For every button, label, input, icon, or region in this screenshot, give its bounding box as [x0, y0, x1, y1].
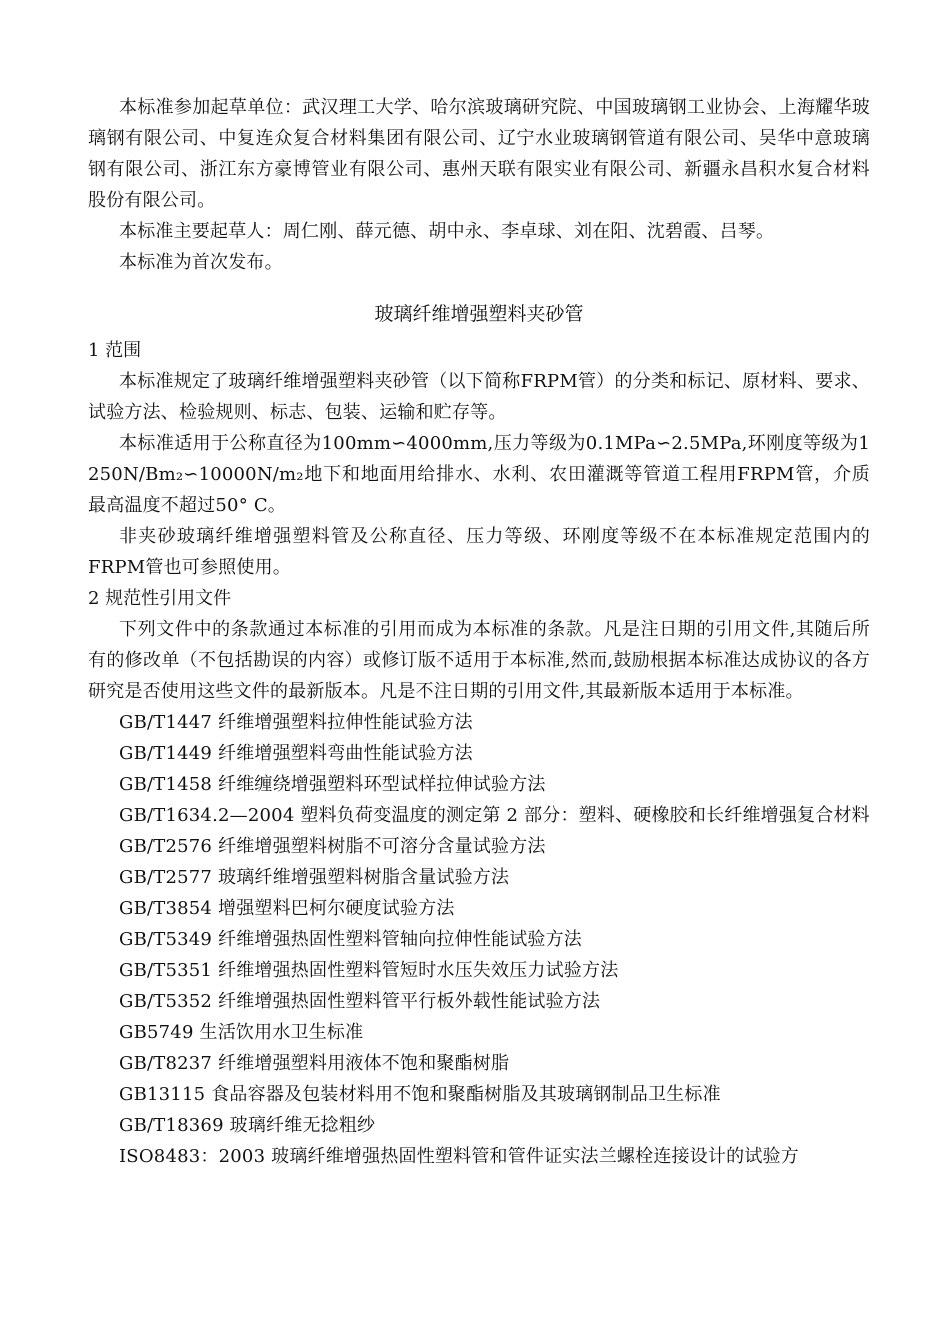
reference-item: GB5749 生活饮用水卫生标准: [119, 1022, 364, 1043]
reference-item: GB/T3854 增强塑料巴柯尔硬度试验方法: [119, 898, 455, 919]
scope-paragraph-2: 本标准适用于公称直径为100mm∽4000mm,压力等级为0.1MPa∽2.5MPa,环刚度等级为1 250N/Bm₂∽10000N/m₂地下和地面用给排水、水利、农田灌溉等管道工程用FRPM管，介质最高温度不超过50° C。: [88, 433, 870, 516]
normative-references-intro: 下列文件中的条款通过本标准的引用而成为本标准的条款。凡是注日期的引用文件,其随后所有的修改单（不包括勘误的内容）或修订版不适用于本标准,然而,鼓励根据本标准达成协议的各方研究是否使用这些文件的最新版本。凡是不注日期的引用文件,其最新版本适用于本标准。: [88, 619, 870, 702]
first-release-paragraph: 本标准为首次发布。: [119, 252, 283, 273]
reference-item: GB/T1634.2—2004 塑料负荷变温度的测定第 2 部分：塑料、硬橡胶和长纤维增强复合材料: [119, 805, 870, 826]
document-body: [88, 92, 870, 1172]
document-title: 玻璃纤维增强塑料夹砂管: [374, 303, 584, 325]
section-1-heading: 1 范围: [88, 340, 142, 361]
reference-item: GB/T5351 纤维增强热固性塑料管短时水压失效压力试验方法: [119, 960, 619, 981]
reference-item: GB/T18369 玻璃纤维无捻粗纱: [119, 1115, 376, 1136]
reference-item: GB13115 食品容器及包装材料用不饱和聚酯树脂及其玻璃钢制品卫生标准: [119, 1084, 721, 1105]
reference-list: [88, 707, 870, 1172]
reference-item: GB/T2576 纤维增强塑料树脂不可溶分含量试验方法: [119, 836, 546, 857]
reference-item: GB/T8237 纤维增强塑料用液体不饱和聚酯树脂: [119, 1053, 510, 1074]
reference-item: GB/T1458 纤维缠绕增强塑料环型试样拉伸试验方法: [119, 774, 546, 795]
reference-item: GB/T1447 纤维增强塑料拉伸性能试验方法: [119, 712, 473, 733]
scope-paragraph-3: 非夹砂玻璃纤维增强塑料管及公称直径、压力等级、环刚度等级不在本标准规定范围内的FRPM管也可参照使用。: [88, 526, 870, 578]
main-drafters-paragraph: 本标准主要起草人：周仁刚、薛元德、胡中永、李卓球、刘在阳、沈碧霞、吕琴。: [119, 221, 775, 242]
reference-item: ISO8483：2003 玻璃纤维增强热固性塑料管和管件证实法兰螺栓连接设计的试验方: [119, 1146, 799, 1167]
reference-item: GB/T5352 纤维增强热固性塑料管平行板外载性能试验方法: [119, 991, 601, 1012]
section-2-heading: 2 规范性引用文件: [88, 588, 232, 609]
reference-item: GB/T2577 玻璃纤维增强塑料树脂含量试验方法: [119, 867, 510, 888]
drafting-units-paragraph: 本标准参加起草单位：武汉理工大学、哈尔滨玻璃研究院、中国玻璃钢工业协会、上海耀华玻璃钢有限公司、中复连众复合材料集团有限公司、辽宁水业玻璃钢管道有限公司、吴华中意玻璃钢有限公司、浙江东方豪博管业有限公司、惠州天联有限实业有限公司、新疆永昌积水复合材料股份有限公司。: [88, 97, 870, 211]
reference-item: GB/T1449 纤维增强塑料弯曲性能试验方法: [119, 743, 473, 764]
scope-paragraph-1: 本标准规定了玻璃纤维增强塑料夹砂管（以下简称FRPM管）的分类和标记、原材料、要求、试验方法、检验规则、标志、包装、运输和贮存等。: [88, 371, 870, 423]
reference-item: GB/T5349 纤维增强热固性塑料管轴向拉伸性能试验方法: [119, 929, 583, 950]
